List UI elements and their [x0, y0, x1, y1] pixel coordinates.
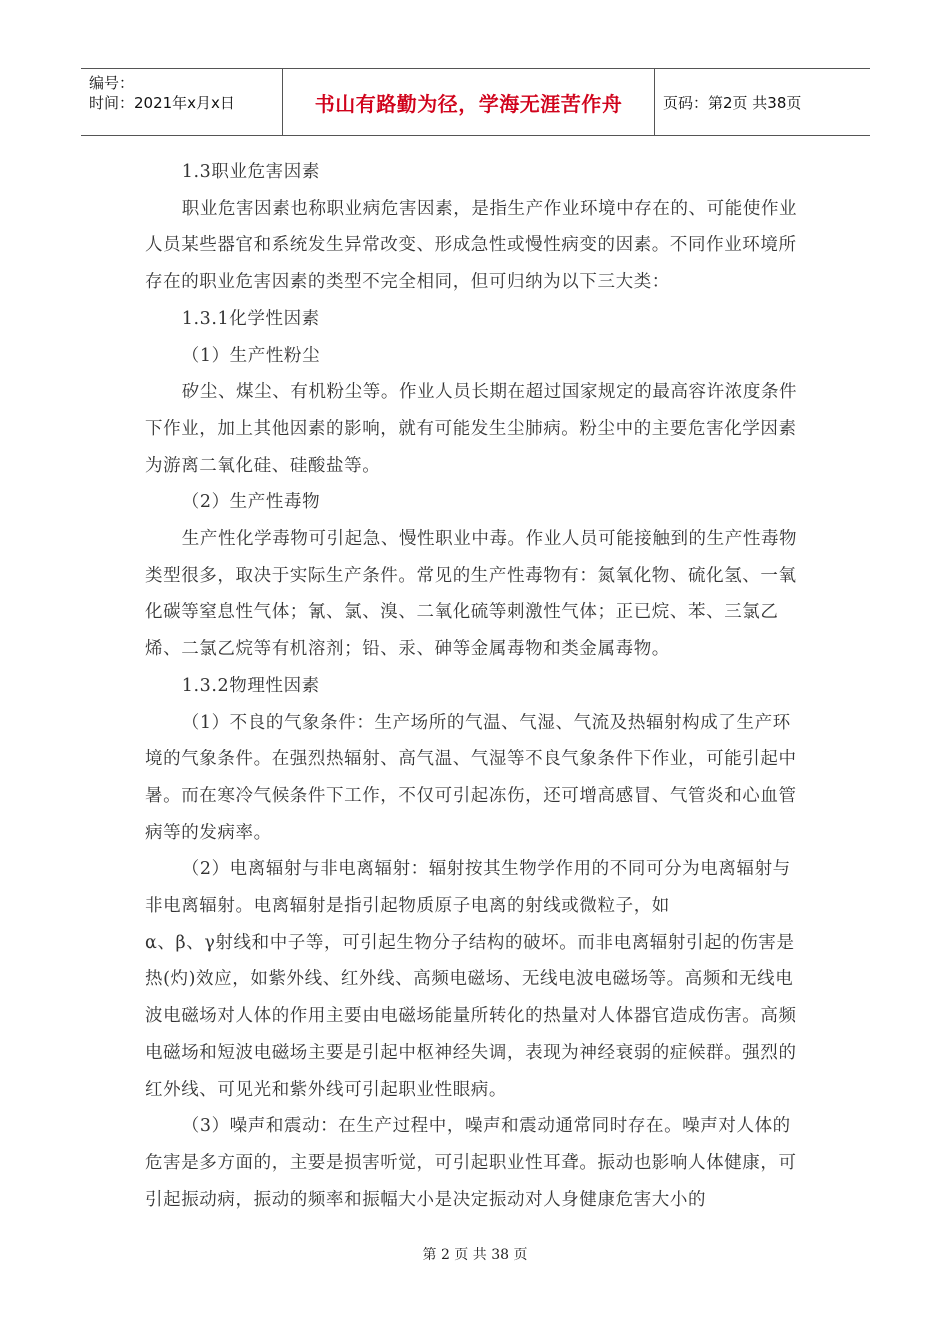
paragraph-radiation-a: （2）电离辐射与非电离辐射：辐射按其生物学作用的不同可分为电离辐射与非电离辐射。电离辐射是指引起物质原子电离的射线或微粒子，如: [145, 859, 791, 917]
paragraph-poison: 生产性化学毒物可引起急、慢性职业中毒。作业人员可能接触到的生产性毒物类型很多，取决于实际生产条件。常见的生产性毒物有：氮氧化物、硫化氢、一氧化碳等窒息性气体；氰、氯、溴、二氧化硫等刺激性气体；正已烷、苯、三氯乙烯、二氯乙烷等有机溶剂；铅、汞、砷等金属毒物和类金属毒物。: [145, 529, 798, 660]
header-meta: [81, 69, 283, 135]
section-heading-1-3-1: 1.3.1化学性因素: [181, 308, 320, 329]
subheading-poison: （2）生产性毒物: [181, 492, 321, 513]
section-heading-1-3-2: 1.3.2物理性因素: [181, 675, 320, 696]
page-header: [81, 68, 870, 136]
time-label: 时间：2021年x月x日: [89, 94, 235, 112]
header-page-label: 页码：第2页 共38页: [663, 93, 802, 112]
header-motto: 书山有路勤为径，学海无涯苦作舟: [283, 69, 655, 135]
paragraph-dust: 矽尘、煤尘、有机粉尘等。作业人员长期在超过国家规定的最高容许浓度条件下作业，加上其他因素的影响，就有可能发生尘肺病。粉尘中的主要危害化学因素为游离二氧化硅、硅酸盐等。: [145, 382, 798, 476]
document-body: [145, 154, 805, 1218]
subheading-dust: （1）生产性粉尘: [181, 345, 321, 366]
paragraph-radiation-b: α、β、γ射线和中子等，可引起生物分子结构的破坏。而非电离辐射引起的伤害是热(灼)效应，如紫外线、红外线、高频电磁场、无线电波电磁场等。高频和无线电波电磁场对人体的作用主要由电磁场能量所转化的热量对人体器官造成伤害。高频电磁场和短波电磁场主要是引起中枢神经失调，表现为神经衰弱的症候群。强烈的红外线、可见光和紫外线可引起职业性眼病。: [145, 932, 797, 1100]
page-footer: 第 2 页 共 38 页: [422, 1247, 528, 1263]
number-label: 编号：: [89, 74, 135, 92]
paragraph-noise: （3）噪声和震动：在生产过程中，噪声和震动通常同时存在。噪声对人体的危害是多方面的，主要是损害听觉，可引起职业性耳聋。振动也影响人体健康，可引起振动病，振动的频率和振幅大小是决定振动对人身健康危害大小的: [145, 1116, 797, 1210]
paragraph-intro: 职业危害因素也称职业病危害因素，是指生产作业环境中存在的、可能使作业人员某些器官和系统发生异常改变、形成急性或慢性病变的因素。不同作业环境所存在的职业危害因素的类型不完全相同，但可归纳为以下三大类：: [145, 198, 798, 293]
section-heading-1-3: 1.3职业危害因素: [181, 162, 320, 182]
paragraph-weather: （1）不良的气象条件：生产场所的气温、气湿、气流及热辐射构成了生产环境的气象条件。在强烈热辐射、高气温、气湿等不良气象条件下作业，可能引起中暑。而在寒冷气候条件下工作，不仅可引起冻伤，还可增高感冒、气管炎和心血管病等的发病率。: [145, 712, 797, 843]
